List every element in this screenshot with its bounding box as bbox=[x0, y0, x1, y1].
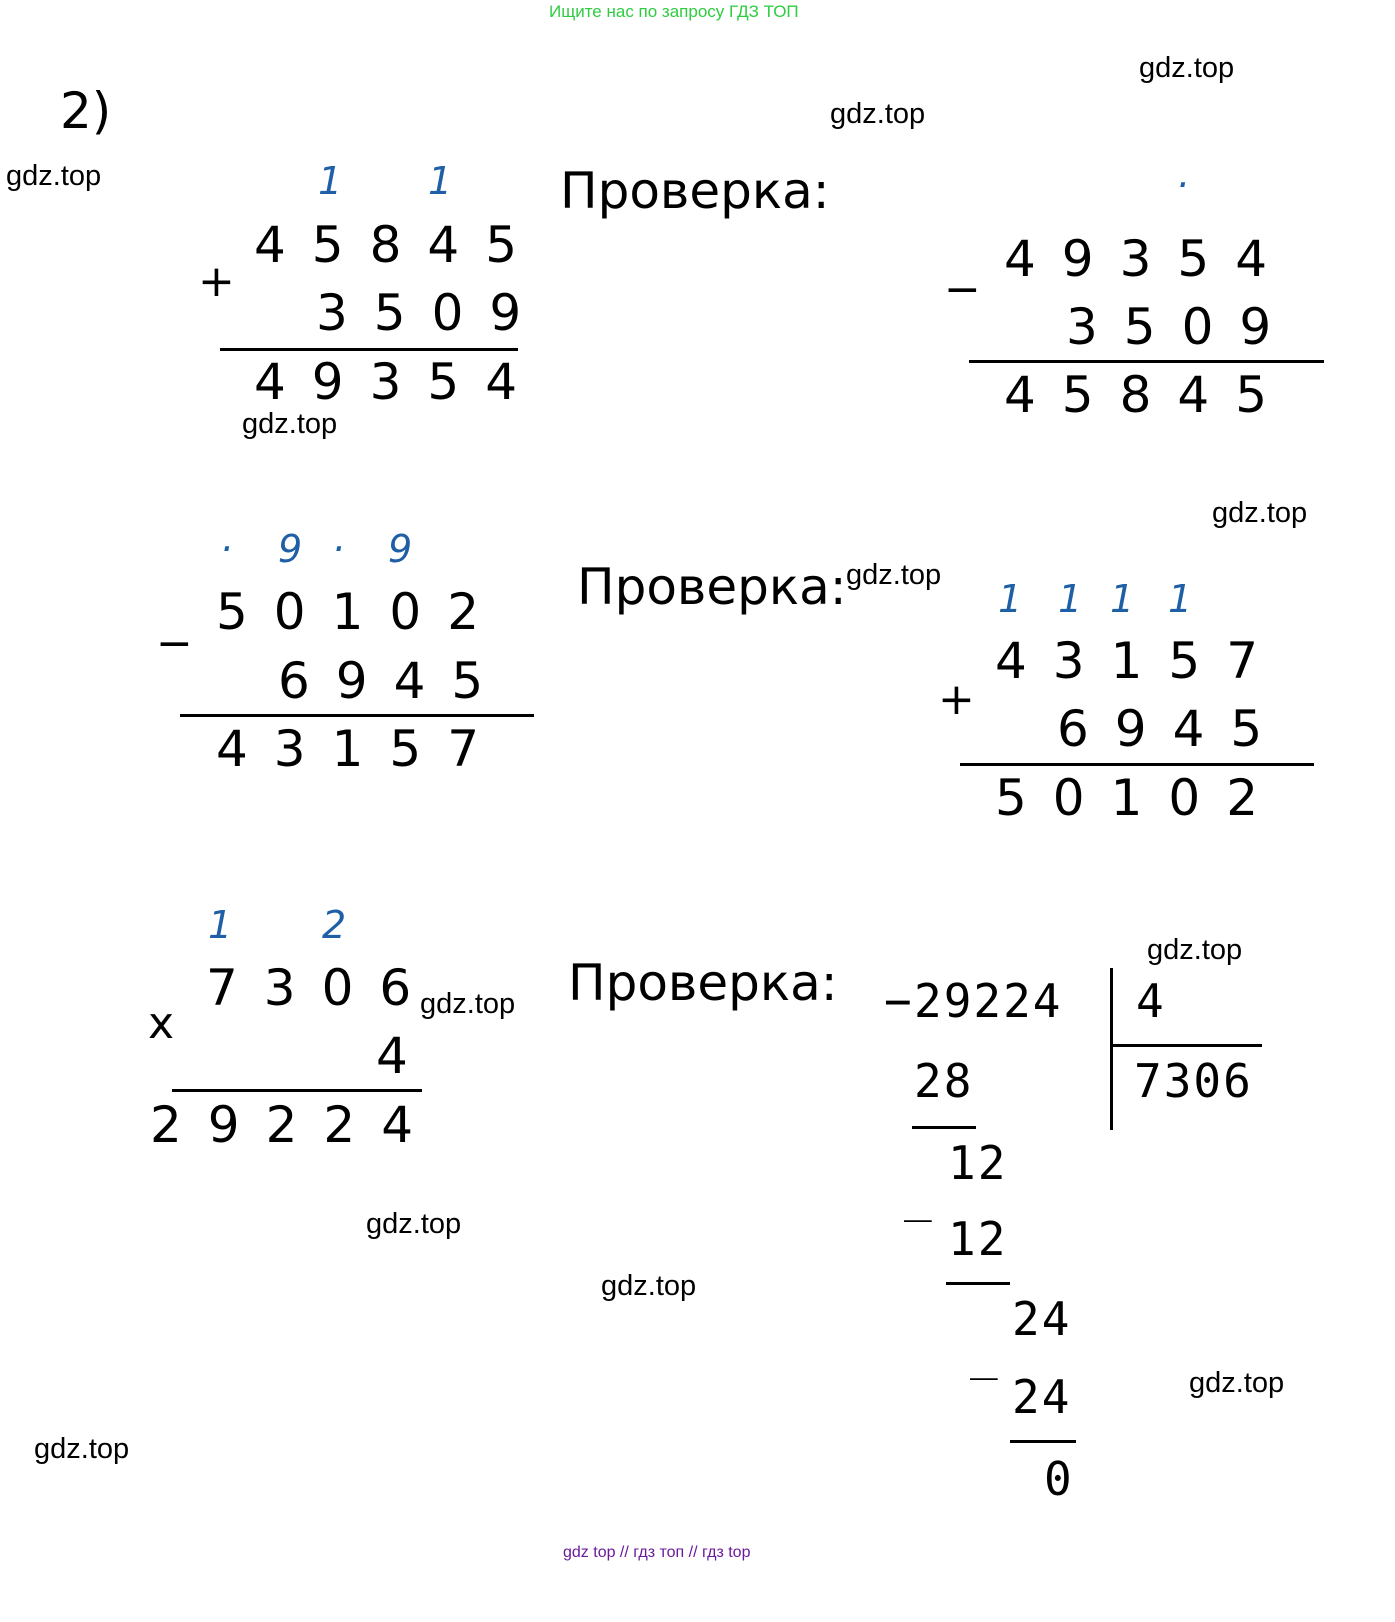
borrow-digit: 9 bbox=[278, 527, 303, 571]
watermark: gdz.top bbox=[846, 559, 942, 591]
minuend: 49354 bbox=[1004, 230, 1294, 288]
product-result: 29224 bbox=[150, 1096, 440, 1154]
watermark: gdz.top bbox=[420, 988, 516, 1020]
borrow-digit: 9 bbox=[388, 527, 413, 571]
footer-links: gdz top // гдз топ // гдз top bbox=[563, 1544, 751, 1561]
difference-result: 43157 bbox=[216, 720, 506, 778]
watermark: gdz.top bbox=[34, 1433, 130, 1465]
carry-digit: 1 bbox=[1110, 577, 1135, 621]
watermark: gdz.top bbox=[830, 98, 926, 130]
addend-1: 43157 bbox=[995, 632, 1285, 690]
carry-digit: 2 bbox=[322, 903, 347, 947]
borrow-dot: · bbox=[332, 527, 345, 571]
minus-dash: _ bbox=[970, 1326, 1000, 1380]
division-step: 12 bbox=[948, 1212, 1008, 1266]
division-remainder: 0 bbox=[1044, 1452, 1074, 1506]
divisor: 4 bbox=[1136, 974, 1166, 1028]
difference-result: 45845 bbox=[1004, 366, 1294, 424]
step-line bbox=[946, 1282, 1010, 1285]
watermark: gdz.top bbox=[1147, 934, 1243, 966]
multiplier: 4 bbox=[376, 1027, 434, 1085]
check-label: Проверка: bbox=[560, 162, 830, 220]
division-step: 24 bbox=[1012, 1370, 1072, 1424]
sum-result: 49354 bbox=[254, 353, 544, 411]
watermark: gdz.top bbox=[366, 1208, 462, 1240]
division-step: 28 bbox=[914, 1054, 974, 1108]
minus-sign: − bbox=[944, 264, 981, 315]
multiplicand: 7306 bbox=[206, 959, 438, 1017]
step-line bbox=[912, 1126, 976, 1129]
task-label: 2) bbox=[60, 82, 112, 140]
carry-digit: 1 bbox=[318, 159, 343, 203]
check-label: Проверка: bbox=[577, 558, 847, 616]
borrow-dot: · bbox=[1176, 163, 1189, 207]
plus-sign: + bbox=[198, 256, 235, 307]
minus-sign: − bbox=[884, 974, 914, 1028]
watermark: gdz.top bbox=[1139, 52, 1235, 84]
addend-1: 45845 bbox=[254, 216, 544, 274]
dividend: 29224 bbox=[914, 974, 1063, 1028]
minuend: 50102 bbox=[216, 583, 506, 641]
addend-2: 3509 bbox=[316, 284, 548, 342]
difference-line bbox=[969, 360, 1324, 363]
top-banner: Ищите нас по запросу ГДЗ ТОП bbox=[549, 2, 799, 21]
plus-sign: + bbox=[938, 674, 975, 725]
division-step: 24 bbox=[1012, 1292, 1072, 1346]
addend-2: 6945 bbox=[1057, 700, 1289, 758]
watermark: gdz.top bbox=[6, 160, 102, 192]
watermark: gdz.top bbox=[1212, 497, 1308, 529]
carry-digit: 1 bbox=[1168, 577, 1193, 621]
carry-digit: 1 bbox=[998, 577, 1023, 621]
division-step: 12 bbox=[948, 1136, 1008, 1190]
division-bar-horizontal bbox=[1112, 1044, 1262, 1047]
times-sign: x bbox=[148, 998, 175, 1049]
step-line bbox=[1010, 1440, 1076, 1443]
division-bar-vertical bbox=[1110, 968, 1113, 1130]
sum-line bbox=[220, 348, 518, 351]
watermark: gdz.top bbox=[1189, 1367, 1285, 1399]
product-line bbox=[172, 1089, 422, 1092]
subtrahend: 3509 bbox=[1066, 298, 1298, 356]
sum-result: 50102 bbox=[995, 769, 1285, 827]
watermark: gdz.top bbox=[601, 1270, 697, 1302]
quotient: 7306 bbox=[1134, 1054, 1253, 1108]
borrow-dot: · bbox=[220, 527, 233, 571]
carry-digit: 1 bbox=[1058, 577, 1083, 621]
minus-dash: _ bbox=[904, 1168, 934, 1222]
minus-sign: − bbox=[156, 618, 193, 669]
difference-line bbox=[180, 714, 534, 717]
carry-digit: 1 bbox=[208, 903, 233, 947]
watermark: gdz.top bbox=[242, 408, 338, 440]
check-label: Проверка: bbox=[568, 954, 838, 1012]
carry-digit: 1 bbox=[428, 159, 453, 203]
sum-line bbox=[960, 763, 1314, 766]
subtrahend: 6945 bbox=[278, 652, 510, 710]
